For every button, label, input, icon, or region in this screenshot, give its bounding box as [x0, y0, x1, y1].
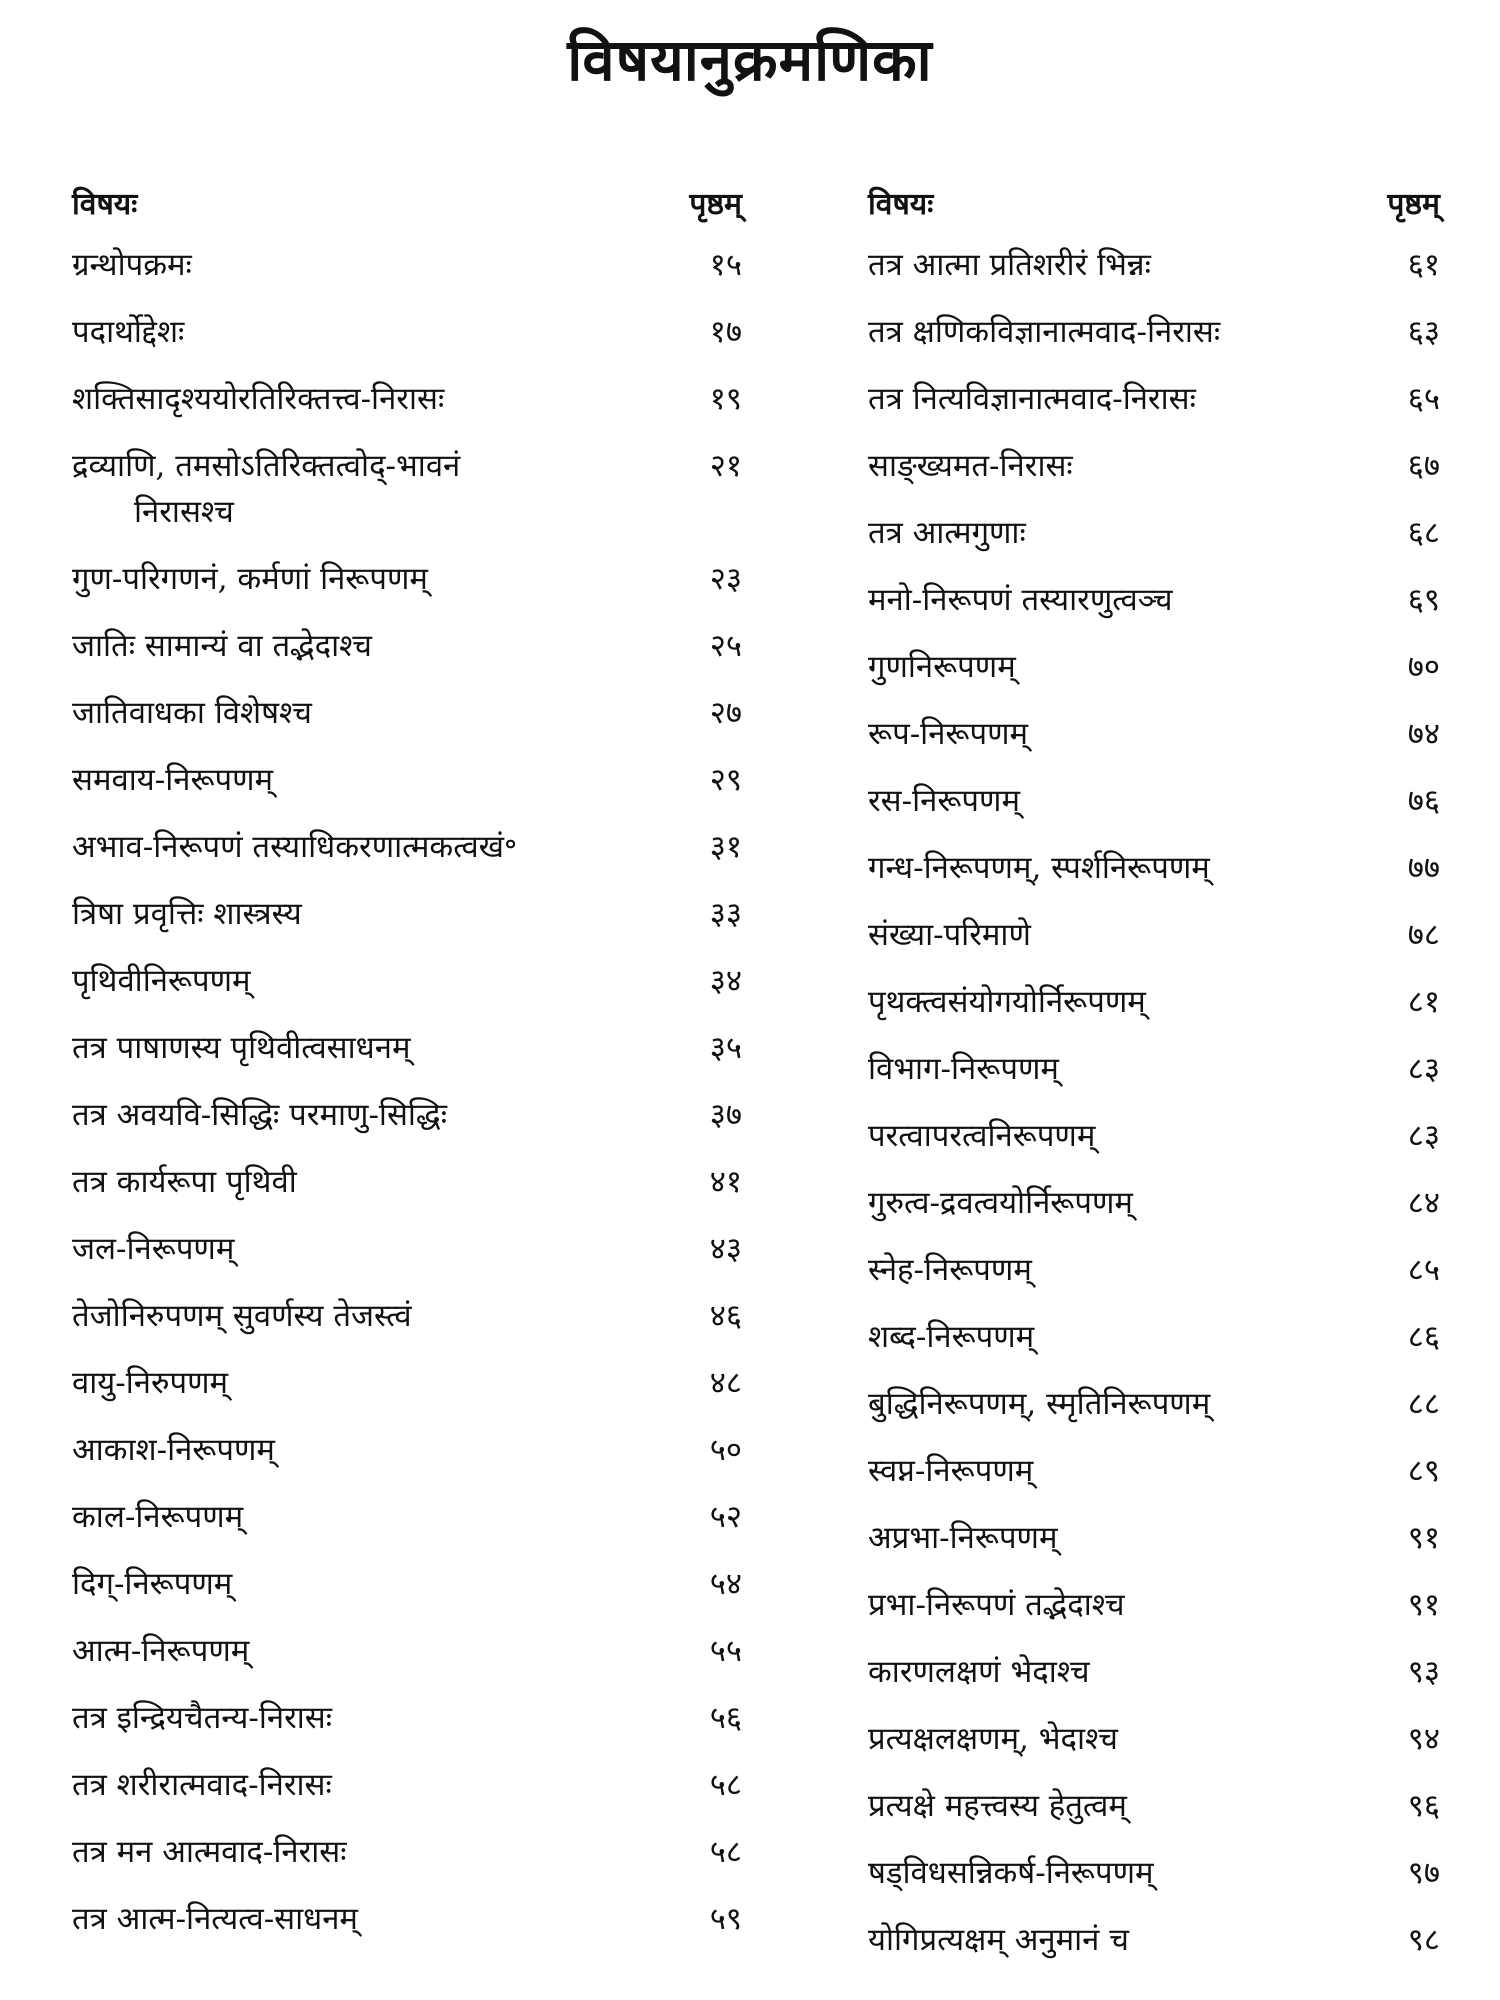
toc-entry-topic [72, 958, 678, 1004]
toc-entry-topic-text: स्नेह-निरूपणम् [868, 1252, 1032, 1288]
toc-entry [72, 1025, 742, 1092]
toc-entry-topic-continuation: निरासश्च [134, 494, 234, 530]
toc-entry-page-number: ८४ [1407, 1185, 1440, 1221]
toc-entry-page-number: ३७ [709, 1097, 742, 1133]
toc-entry-topic [72, 556, 678, 602]
toc-entry-topic-text: तत्र आत्मगुणाः [868, 515, 1026, 551]
toc-entry-topic-text: तत्र शरीरात्मवाद-निरासः [72, 1767, 332, 1803]
toc-entry-topic-text: मनो-निरूपणं तस्यारणुत्वञ्च [868, 582, 1173, 618]
toc-entry-topic-text: तत्र आत्मा प्रतिशरीरं भिन्नः [868, 247, 1151, 283]
toc-entry-topic-text: आत्म-निरूपणम् [72, 1633, 250, 1669]
toc-entry [868, 1582, 1440, 1649]
toc-entry-page-number: ६१ [1407, 247, 1440, 283]
toc-entry [72, 1092, 742, 1159]
toc-entry-topic [72, 1025, 678, 1071]
toc-entry-page-number: १७ [709, 314, 742, 350]
toc-entry-topic-text: जल-निरूपणम् [72, 1231, 235, 1267]
toc-entry-topic [868, 1247, 1376, 1293]
toc-entry [72, 1695, 742, 1762]
toc-entry-topic [868, 1113, 1376, 1159]
toc-entry-topic-text: तत्र नित्यविज्ञानात्मवाद-निरासः [868, 381, 1196, 417]
toc-entry [868, 1448, 1440, 1515]
subject-header: विषयः [72, 187, 138, 222]
toc-entry-topic [72, 623, 678, 669]
toc-entry [868, 1381, 1440, 1448]
toc-entry-topic [868, 376, 1376, 422]
page-title: विषयानुक्रमणिका [567, 26, 933, 94]
toc-entry-page-number: ५६ [709, 1700, 742, 1736]
toc-entry-page-number: ५५ [709, 1633, 742, 1669]
toc-entry-topic [868, 1515, 1376, 1561]
toc-entry [72, 1293, 742, 1360]
toc-entry-topic-text: तेजोनिरुपणम् सुवर्णस्य तेजस्त्वं [72, 1298, 412, 1334]
toc-entry-topic-text: अभाव-निरूपणं तस्याधिकरणात्मकत्वखं॰ [72, 829, 518, 865]
toc-entry-topic [868, 242, 1376, 288]
toc-entry-page-number: ५८ [709, 1767, 742, 1803]
toc-entry-topic [868, 1783, 1376, 1829]
toc-entry-page-number: १९ [709, 381, 742, 417]
toc-entry-topic [868, 912, 1376, 958]
toc-entry-page-number: ६७ [1407, 448, 1440, 484]
toc-entry-topic-text: शक्तिसादृश्ययोरतिरिक्तत्त्व-निरासः [72, 381, 445, 417]
toc-entry-page-number: ३१ [709, 829, 742, 865]
toc-entry-topic-text: दिग्-निरूपणम् [72, 1566, 233, 1602]
toc-entry [72, 242, 742, 309]
toc-entry [72, 1226, 742, 1293]
toc-entry-topic [868, 778, 1376, 824]
toc-entry-page-number: ८३ [1407, 1118, 1440, 1154]
toc-entry-page-number: ७० [1407, 649, 1440, 685]
toc-entry [868, 1314, 1440, 1381]
toc-entry [868, 443, 1440, 510]
toc-entry-topic-text: गुणनिरूपणम् [868, 649, 1016, 685]
toc-entry-topic-text: अप्रभा-निरूपणम् [868, 1520, 1058, 1556]
toc-entry-page-number: २३ [709, 561, 742, 597]
toc-entry-page-number: ४१ [709, 1164, 742, 1200]
toc-entry-page-number: ५८ [709, 1834, 742, 1870]
toc-entry-page-number: २९ [709, 762, 742, 798]
toc-entry [868, 1180, 1440, 1247]
toc-entry-topic-text: विभाग-निरूपणम् [868, 1051, 1059, 1087]
toc-entry-topic [72, 1695, 678, 1741]
toc-entry-topic [868, 1917, 1376, 1963]
toc-entry-page-number: ९१ [1407, 1587, 1440, 1623]
toc-entry [72, 690, 742, 757]
toc-entry-page-number: २७ [709, 695, 742, 731]
toc-entry [868, 1783, 1440, 1850]
column-header [72, 180, 742, 242]
toc-entry-page-number: ५२ [709, 1499, 742, 1535]
toc-entry-topic [868, 1448, 1376, 1494]
toc-entry-topic [72, 690, 678, 736]
toc-entry-topic [868, 845, 1376, 891]
toc-entry-topic [72, 309, 678, 355]
toc-entry-topic-text: आकाश-निरूपणम् [72, 1432, 275, 1468]
toc-entry [72, 1427, 742, 1494]
toc-entry-topic-text: स्वप्न-निरूपणम् [868, 1453, 1034, 1489]
toc-entry [72, 623, 742, 690]
toc-entry-page-number: ८८ [1407, 1386, 1440, 1422]
toc-entry-page-number: ६८ [1407, 515, 1440, 551]
toc-entry-topic-text: शब्द-निरूपणम् [868, 1319, 1035, 1355]
toc-entry-topic [868, 309, 1376, 355]
toc-entry-page-number: ७६ [1407, 783, 1440, 819]
toc-entry-topic-text: ग्रन्थोपक्रमः [72, 247, 192, 283]
toc-entry-topic [868, 510, 1376, 556]
toc-entry-topic [868, 1314, 1376, 1360]
toc-entry [868, 711, 1440, 778]
toc-entry-topic [72, 891, 678, 937]
toc-entry [868, 376, 1440, 443]
toc-entry-topic-text: तत्र पाषाणस्य पृथिवीत्वसाधनम् [72, 1030, 411, 1066]
toc-entry [72, 443, 742, 556]
toc-entry-topic [72, 1427, 678, 1473]
toc-entry-topic-text: जातिः सामान्यं वा तद्भेदाश्च [72, 628, 372, 664]
toc-entry-topic-text: द्रव्याणि, तमसोऽतिरिक्तत्वोद्-भावनं [72, 448, 461, 484]
toc-entry-topic-text: तत्र मन आत्मवाद-निरासः [72, 1834, 347, 1870]
toc-entry-topic [868, 711, 1376, 757]
toc-entry [868, 1716, 1440, 1783]
toc-entry-topic-text: गुरुत्व-द्रवत्वयोर्निरूपणम् [868, 1185, 1133, 1221]
toc-entry-topic-text: प्रभा-निरूपणं तद्भेदाश्च [868, 1587, 1125, 1623]
toc-entry [868, 1046, 1440, 1113]
toc-entry [868, 644, 1440, 711]
page-header: पृष्ठम् [1387, 187, 1440, 222]
toc-entry-page-number: ६९ [1407, 582, 1440, 618]
toc-entry-topic-text: साङ्ख्यमत-निरासः [868, 448, 1073, 484]
toc-entry-page-number: ८९ [1407, 1453, 1440, 1489]
toc-entry-topic-text: परत्वापरत्वनिरूपणम् [868, 1118, 1096, 1154]
toc-entry [72, 1829, 742, 1896]
toc-entry-topic [72, 1092, 678, 1138]
toc-entry-topic-text: तत्र इन्द्रियचैतन्य-निरासः [72, 1700, 333, 1736]
toc-entry-page-number: ९३ [1407, 1654, 1440, 1690]
toc-entry-topic-text: पदार्थोद्देशः [72, 314, 185, 350]
toc-column-right [868, 180, 1440, 1984]
toc-entry-topic [72, 242, 678, 288]
toc-entry-topic-text: रूप-निरूपणम् [868, 716, 1029, 752]
toc-entry [72, 824, 742, 891]
column-header [868, 180, 1440, 242]
toc-entry-page-number: ४८ [709, 1365, 742, 1401]
toc-entry-page-number: ३३ [709, 896, 742, 932]
toc-entry-page-number: ५० [709, 1432, 742, 1468]
toc-entry [72, 958, 742, 1025]
toc-entry-topic-text: पृथिवीनिरूपणम् [72, 963, 251, 999]
toc-entry [868, 845, 1440, 912]
toc-entry-topic [72, 1494, 678, 1540]
toc-entry [868, 309, 1440, 376]
toc-entry-topic [72, 1293, 678, 1339]
toc-entry-topic [868, 577, 1376, 623]
toc-entry-topic [868, 1046, 1376, 1092]
toc-entry [72, 891, 742, 958]
toc-entry-topic [868, 1582, 1376, 1628]
toc-entry-topic [72, 376, 678, 422]
toc-column-left [72, 180, 742, 1963]
subject-header: विषयः [868, 187, 934, 222]
toc-entry [868, 510, 1440, 577]
toc-entry [72, 1494, 742, 1561]
toc-entry [72, 1360, 742, 1427]
toc-entry-topic [868, 979, 1376, 1025]
toc-entry-topic-text: बुद्धिनिरूपणम्, स्मृतिनिरूपणम् [868, 1386, 1211, 1422]
toc-entry [72, 1159, 742, 1226]
toc-entry [72, 1762, 742, 1829]
toc-entry-page-number: ९४ [1407, 1721, 1440, 1757]
toc-entry-topic-text: कारणलक्षणं भेदाश्च [868, 1654, 1090, 1690]
toc-entry-page-number: २५ [709, 628, 742, 664]
toc-entry-topic [72, 1226, 678, 1272]
toc-entry-page-number: ४३ [709, 1231, 742, 1267]
toc-entry-topic [72, 1762, 678, 1808]
toc-entry-topic-text: समवाय-निरूपणम् [72, 762, 274, 798]
toc-entry [868, 577, 1440, 644]
toc-entry [72, 757, 742, 824]
toc-entry-page-number: ७४ [1407, 716, 1440, 752]
toc-entry-topic [868, 1180, 1376, 1226]
toc-entry-topic-text: रस-निरूपणम् [868, 783, 1020, 819]
toc-entry-topic-text: गुण-परिगणनं, कर्मणां निरूपणम् [72, 561, 428, 597]
toc-entry-topic [72, 1829, 678, 1875]
toc-entry-topic [868, 1716, 1376, 1762]
toc-entry-topic-text: प्रत्यक्षलक्षणम्, भेदाश्च [868, 1721, 1118, 1757]
toc-entry [868, 1247, 1440, 1314]
toc-entry-topic [72, 443, 678, 535]
toc-entry-topic [72, 1159, 678, 1205]
page-header: पृष्ठम् [689, 187, 742, 222]
toc-entry-topic-text: पृथक्त्वसंयोगयोर्निरूपणम् [868, 984, 1146, 1020]
toc-entry-topic [72, 1896, 678, 1942]
toc-entry-topic-text: त्रिषा प्रवृत्तिः शास्त्रस्य [72, 896, 302, 932]
toc-entry-page-number: ९१ [1407, 1520, 1440, 1556]
toc-entry [868, 778, 1440, 845]
toc-entry-page-number: ७७ [1407, 850, 1440, 886]
toc-entry-topic [72, 1360, 678, 1406]
toc-entry [868, 1113, 1440, 1180]
toc-entry-topic [72, 757, 678, 803]
toc-entry-page-number: १५ [709, 247, 742, 283]
toc-entry [72, 309, 742, 376]
toc-entry-topic-text: तत्र आत्म-नित्यत्व-साधनम् [72, 1901, 358, 1937]
toc-entry [72, 1628, 742, 1695]
toc-entry-page-number: ३४ [709, 963, 742, 999]
toc-entry [868, 1515, 1440, 1582]
toc-entry-topic-text: प्रत्यक्षे महत्त्वस्य हेतुत्वम् [868, 1788, 1127, 1824]
toc-entry-page-number: ५४ [709, 1566, 742, 1602]
toc-entry-topic [72, 1561, 678, 1607]
toc-entry-page-number: ६३ [1407, 314, 1440, 350]
toc-entry [868, 1649, 1440, 1716]
toc-entry [868, 242, 1440, 309]
toc-entry-page-number: ५९ [709, 1901, 742, 1937]
toc-entry [868, 1917, 1440, 1984]
toc-entry [72, 1896, 742, 1963]
toc-entry-page-number: ७८ [1407, 917, 1440, 953]
toc-entry [868, 979, 1440, 1046]
toc-entry-topic-text: तत्र कार्यरूपा पृथिवी [72, 1164, 297, 1200]
toc-entry-page-number: ८३ [1407, 1051, 1440, 1087]
toc-entry [868, 912, 1440, 979]
toc-entry-page-number: २१ [709, 448, 742, 484]
toc-entry [72, 376, 742, 443]
toc-entry-topic [72, 824, 678, 870]
toc-entry-topic [868, 1850, 1376, 1896]
toc-entry [72, 556, 742, 623]
toc-entry-page-number: ८५ [1407, 1252, 1440, 1288]
toc-entry-topic-text: वायु-निरुपणम् [72, 1365, 229, 1401]
toc-entry-page-number: ९८ [1407, 1922, 1440, 1958]
toc-entry [72, 1561, 742, 1628]
toc-entry-page-number: ९६ [1407, 1788, 1440, 1824]
toc-entry-topic-text: संख्या-परिमाणे [868, 917, 1031, 953]
toc-entry-topic [868, 1381, 1376, 1427]
toc-entry-topic [72, 1628, 678, 1674]
toc-entry-topic-text: गन्ध-निरूपणम्, स्पर्शनिरूपणम् [868, 850, 1210, 886]
toc-entry-page-number: ९७ [1407, 1855, 1440, 1891]
toc-entry-topic [868, 1649, 1376, 1695]
toc-entry-topic-text: तत्र क्षणिकविज्ञानात्मवाद-निरासः [868, 314, 1221, 350]
toc-entry-topic-text: षड्विधसन्निकर्ष-निरूपणम् [868, 1855, 1154, 1891]
toc-entry-topic-text: जातिवाधका विशेषश्च [72, 695, 312, 731]
toc-entry-page-number: ६५ [1407, 381, 1440, 417]
toc-entry-page-number: ८१ [1407, 984, 1440, 1020]
toc-entry-page-number: ४६ [709, 1298, 742, 1334]
toc-entry [868, 1850, 1440, 1917]
toc-entry-topic [868, 443, 1376, 489]
toc-entry-topic-text: योगिप्रत्यक्षम् अनुमानं च [868, 1922, 1129, 1958]
toc-entry-page-number: ८६ [1407, 1319, 1440, 1355]
toc-entry-topic-text: तत्र अवयवि-सिद्धिः परमाणु-सिद्धिः [72, 1097, 447, 1133]
toc-entry-topic-text: काल-निरूपणम् [72, 1499, 244, 1535]
toc-entry-topic [868, 644, 1376, 690]
toc-entry-page-number: ३५ [709, 1030, 742, 1066]
